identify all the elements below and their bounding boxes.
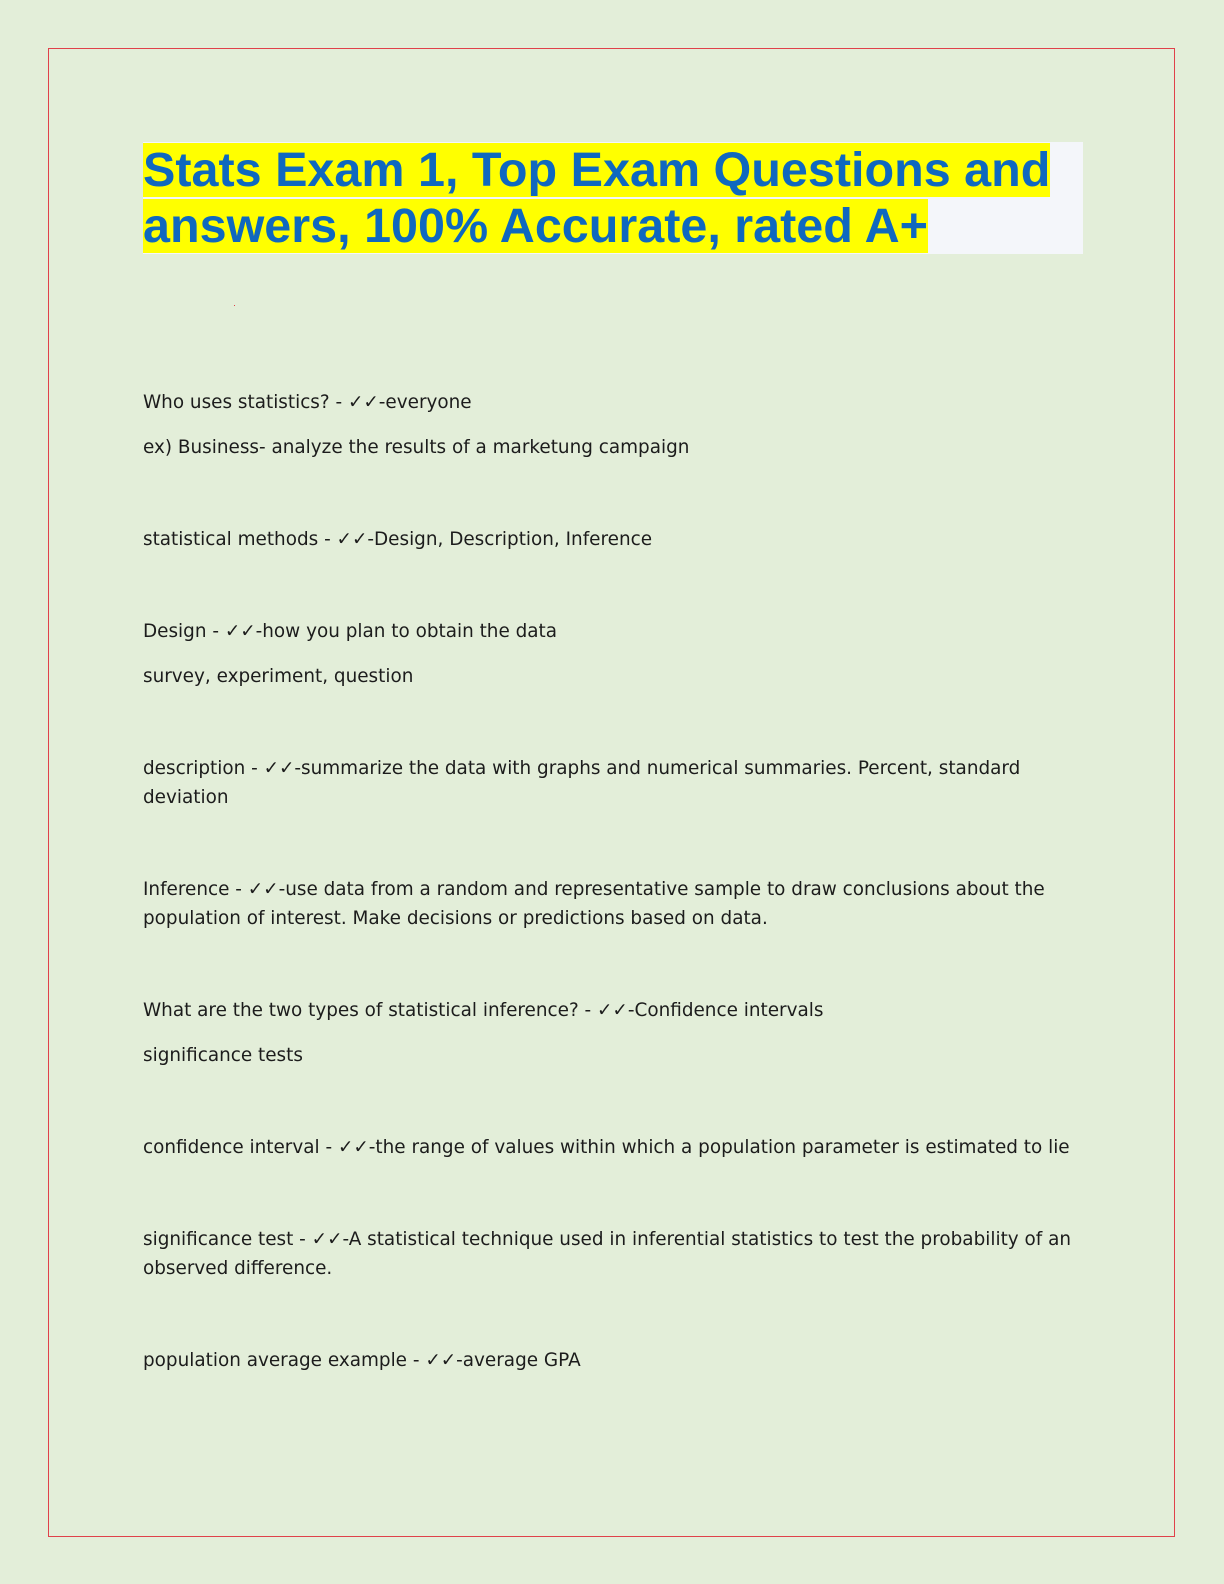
qa-line: significance test - ✓✓-A statistical technique used in inferential statistics to test the probability of an observed difference. <box>143 1229 1072 1279</box>
qa-subline: ex) Business- analyze the results of a marketung campaign <box>143 437 690 458</box>
qa-subline: survey, experiment, question <box>143 666 414 687</box>
qa-line: population average example - ✓✓-average GPA <box>143 1350 581 1371</box>
qa-line: description - ✓✓-summarize the data with graphs and numerical summaries. Percent, standard deviation <box>143 758 1021 808</box>
qa-entry <box>143 388 1073 462</box>
qa-entry <box>143 875 1073 933</box>
qa-list <box>143 388 1073 1375</box>
qa-entry <box>143 1346 1073 1375</box>
qa-entry <box>143 754 1073 812</box>
qa-line: confidence interval - ✓✓-the range of values within which a population parameter is estimated to lie <box>143 1137 1070 1158</box>
qa-line: statistical methods - ✓✓-Design, Description, Inference <box>143 529 653 550</box>
qa-entry <box>143 525 1073 554</box>
qa-entry <box>143 617 1073 691</box>
title-highlight: Stats Exam 1, Top Exam Questions and answers, 100% Accurate, rated A+ <box>143 143 1051 253</box>
document-title <box>143 142 1083 254</box>
qa-entry <box>143 1225 1073 1283</box>
qa-entry <box>143 996 1073 1070</box>
qa-line: Design - ✓✓-how you plan to obtain the data <box>143 621 558 642</box>
title-block <box>143 142 1083 254</box>
qa-subline: significance tests <box>143 1045 303 1066</box>
qa-line: Inference - ✓✓-use data from a random and representative sample to draw conclusions about the population of interest. Make decisions or predictions based on data. <box>143 879 1045 929</box>
qa-entry <box>143 1133 1073 1162</box>
stray-mark <box>234 305 235 306</box>
qa-line: Who uses statistics? - ✓✓-everyone <box>143 392 472 413</box>
qa-line: What are the two types of statistical inference? - ✓✓-Confidence intervals <box>143 1000 824 1021</box>
